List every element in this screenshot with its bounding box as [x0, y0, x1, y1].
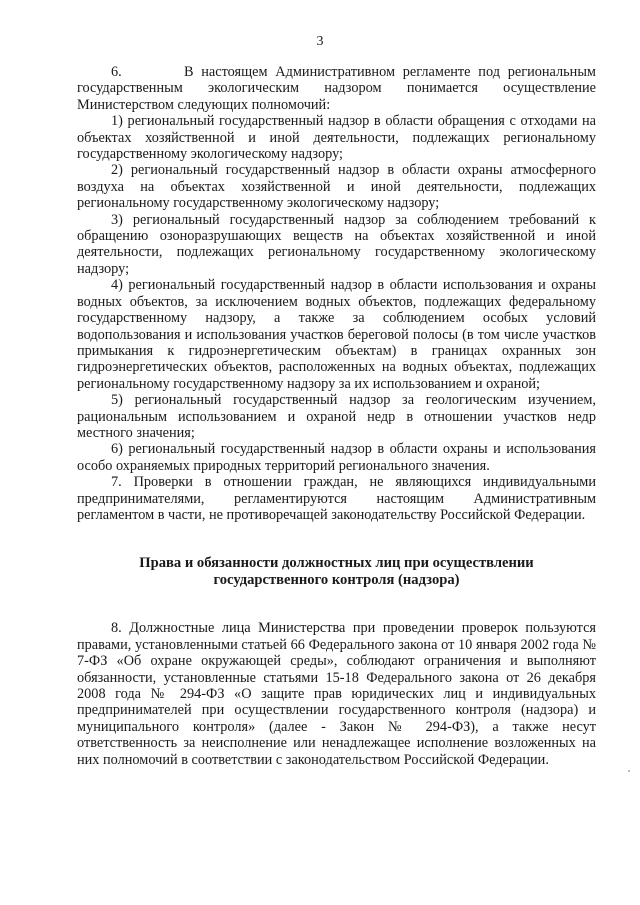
paragraph-6-item-1: 1) региональный государственный надзор в области обращения с отходами на объектах хозяйственной и иной деятельности, подлежащих региональному государственному экологическому надзору;: [77, 113, 596, 163]
paragraph-6-item-2: 2) региональный государственный надзор в области охраны атмосферного воздуха на объектах хозяйственной и иной деятельности, подлежащих региональному государственному экологическому надзору;: [77, 162, 596, 212]
paragraph-7: 7. Проверки в отношении граждан, не являющихся индивидуальными предпринимателями, регламентируются настоящим Административным регламентом в части, не противоречащей законодательству Российской Федерации.: [77, 474, 596, 523]
paragraph-6: 6. В настоящем Административном регламенте под региональным государственным экологическим надзором понимается осуществление Министерством следующих полномочий:: [77, 64, 596, 113]
section-heading: [77, 555, 596, 589]
paragraph-6-item-6: 6) региональный государственный надзор в области охраны и использования особо охраняемых природных территорий регионального значения.: [77, 441, 596, 474]
section-heading-line-1: Права и обязанности должностных лиц при осуществлении: [139, 555, 534, 572]
page-number: 3: [316, 34, 324, 49]
paragraph-6-item-3: 3) региональный государственный надзор за соблюдением требований к обращению озоноразрушающих веществ на объектах хозяйственной и иной деятельности, подлежащих региональному государственному экологическому надзору;: [77, 211, 596, 277]
document-body: [77, 64, 596, 768]
paragraph-8: 8. Должностные лица Министерства при проведении проверок пользуются правами, установленными статьей 66 Федерального закона от 10 января 2002 года № 7-ФЗ «Об охране окружающей среды», соблюдают ограничения и выполняют обязанности, установленные статьями 15-18 Федерального закона от 26 декабря 2008 года № 294-ФЗ «О защите прав юридических лиц и индивидуальных предпринимателей при осуществлении государственного контроля (надзора) и муниципального контроля» (далее - Закон № 294-ФЗ), а также несут ответственность за неисполнение или ненадлежащее исполнение возложенных на них полномочий в соответствии с законодательством Российской Федерации.: [77, 620, 596, 768]
paragraph-6-item-4: 4) региональный государственный надзор в области использования и охраны водных объектов, за исключением водных объектов, подлежащих федеральному государственному надзору, а также за соблюдением особых условий водопользования и использования участков береговой полосы (в том числе участков примыкания к гидроэнергетическим объектам) в границах охранных зон гидроэнергетических объектов, расположенных на водных объектах, подлежащих региональному государственному надзору за их использованием и охраной;: [77, 277, 596, 392]
scan-speck: [628, 770, 630, 772]
paragraph-6-item-5: 5) региональный государственный надзор за геологическим изучением, рациональным использованием и охраной недр в отношении участков недр местного значения;: [77, 392, 596, 441]
section-heading-line-2: государственного контроля (надзора): [213, 572, 460, 589]
